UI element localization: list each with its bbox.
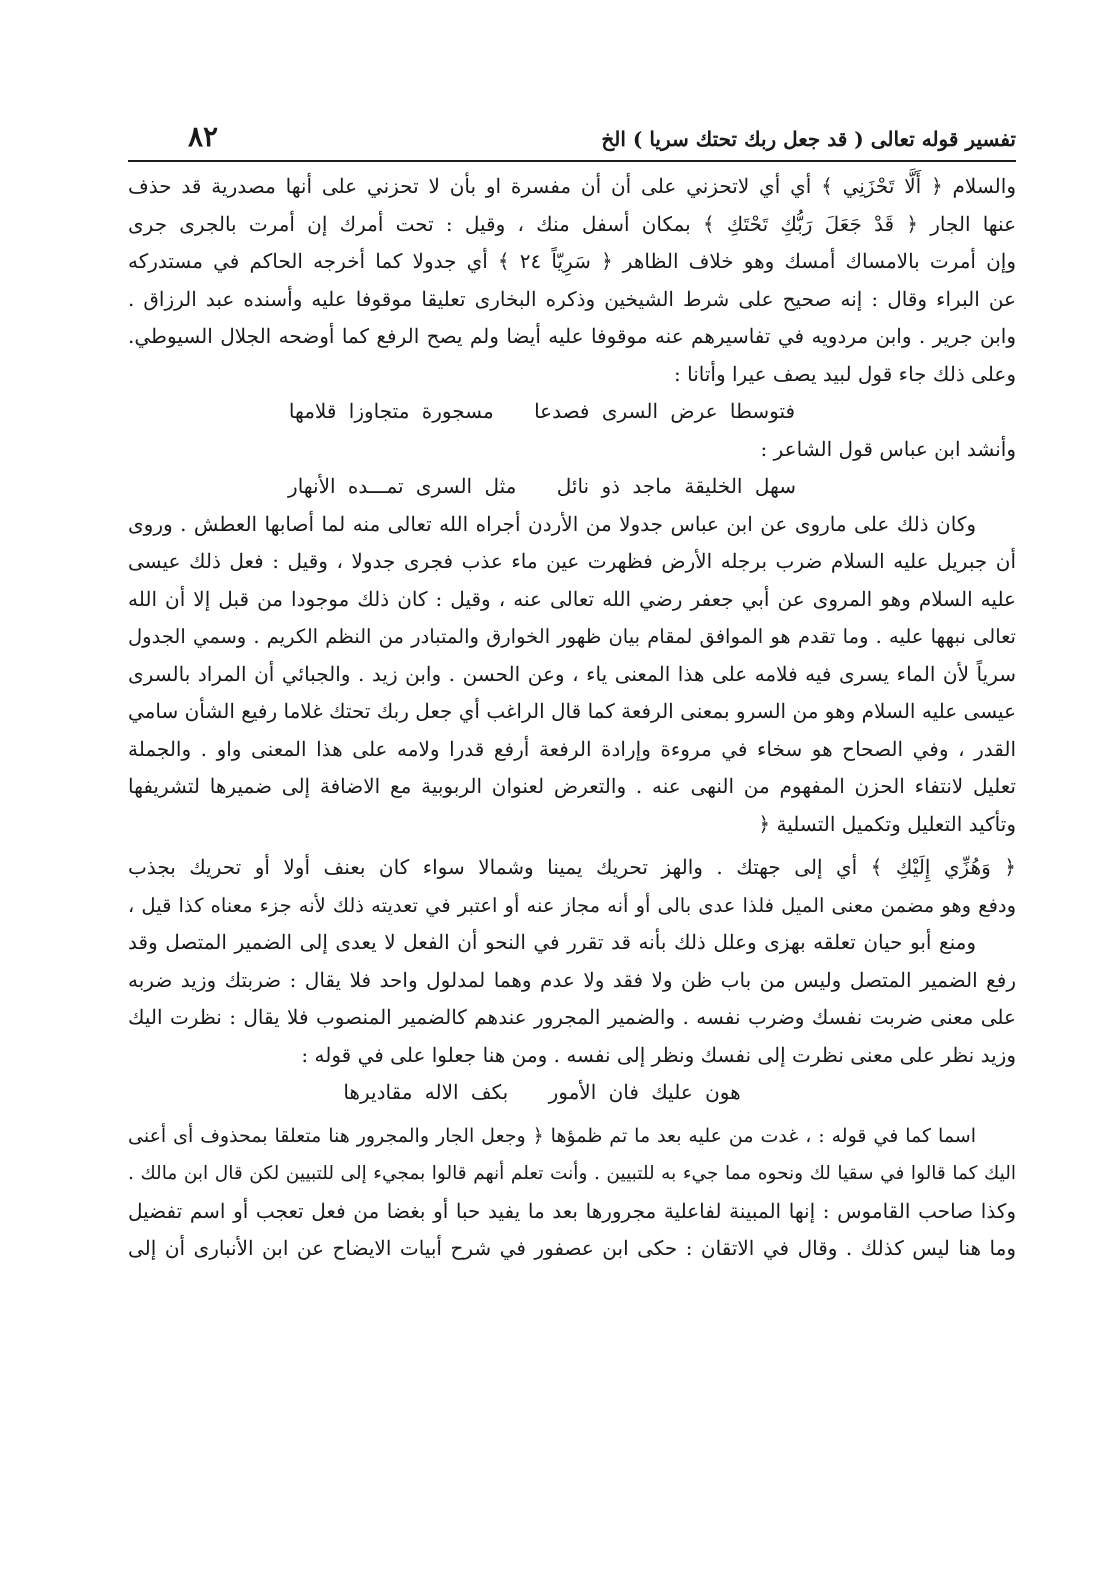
verse-second-hemistich: مثل السرى تمـــده الأنهار xyxy=(288,474,517,498)
text-line: القدر ، وفي الصحاح هو سخاء في مروءة وإرادة الرفعة أرفع قدرا ولامه على هذا المعنى واو . والجملة xyxy=(128,736,1016,761)
text-line: والسلام ﴿ أَلَّا تَحْزَنِي ﴾ أي أي لاتحزني على أن أن مفسرة او بأن لا تحزني على أنها مصدرية قد حذف xyxy=(128,174,1016,198)
text-line: أن جبريل عليه السلام ضرب برجله الأرض فظهرت عين ماء عذب فجرى جدولا ، وقيل : فعل ذلك عيسى xyxy=(128,549,1016,573)
text-line: ومنع أبو حيان تعلقه بهزى وعلل ذلك بأنه قد تقرر في النحو أن الفعل لا يعدى إلى الضمير المتصل وقد xyxy=(128,930,976,954)
text-line: اليك كما قالوا في سقيا لك ونحوه مما جيء به للتبيين . وأنت تعلم أنهم قالوا بمجيء إلى للتبيين لكن قال ابن مالك . xyxy=(128,1163,1016,1184)
text-line: عن البراء وقال : إنه صحيح على شرط الشيخين وذكره البخارى تعليقا موقوفا عليه وأسنده عبد الرزاق . xyxy=(128,286,1016,311)
text-line: ودفع وهو مضمن معنى الميل فلذا عدى بالى أو أنه مجاز عنه أو اعتبر في تعديته ذلك لأنه جزء معناه كذا قيل ، xyxy=(128,893,1016,917)
paragraph-3 xyxy=(128,849,1016,1074)
text-line: رفع الضمير المتصل وليس من باب ظن ولا فقد ولا عدم وهما لمدلول واحد فلا يقال : ضربتك وزيد ضربه xyxy=(128,967,1016,992)
text-line: عليه السلام وهو المروى عن أبي جعفر رضي الله تعالى عنه ، وقيل : كان ذلك موجودا من قبل إلا أن الله xyxy=(128,586,1016,611)
text-line: اسما كما في قوله : ، غدت من عليه بعد ما تم ظمؤها ﴿ وجعل الجار والمجرور هنا متعلقا بمحذوف أى أعنى xyxy=(128,1124,976,1147)
text-line: وزيد نظر على معنى نظرت إلى نفسك ونظر إلى نفسه . ومن هنا جعلوا على في قوله : xyxy=(301,1042,1016,1067)
text-line: وتأكيد التعليل وتكميل التسلية ﴿ xyxy=(758,811,1016,836)
poetry-verse-1 xyxy=(128,393,1016,431)
text-line: تعالى نبهها عليه . وما تقدم هو الموافق لمقام بيان ظهور الخوارق والمتبادر من النظم الكريم . وسمي الجدول xyxy=(128,625,1016,648)
text-line: سرياً لأن الماء يسرى فيه فلامه على هذا المعنى ياء ، وعن الحسن . وابن زيد . والجبائي أن المراد بالسرى xyxy=(128,661,1016,686)
poetry-verse-3 xyxy=(128,1074,1016,1112)
verse-first-hemistich: سهل الخليقة ماجد ذو نائل xyxy=(556,474,796,498)
text-line: على معنى ضربت نفسك وضرب نفسه . والضمير المجرور عندهم كالضمير المنصوب فلا يقال : نظرت اليك xyxy=(128,1005,1016,1029)
poetry-verse-2 xyxy=(128,468,1016,506)
text-line: وإن أمرت بالامساك أمسك وهو خلاف الظاهر ﴿ سَرِيّاً ٢٤ ﴾ أي جدولا كما أخرجه الحاكم في مستدركه xyxy=(128,249,1016,273)
document-page xyxy=(128,120,1016,1268)
page-number: ٨٢ xyxy=(188,120,219,153)
verse-first-hemistich: هون عليك فان الأمور xyxy=(548,1080,741,1104)
verse-second-hemistich: بكف الاله مقاديرها xyxy=(343,1080,509,1104)
paragraph-4 xyxy=(128,1118,1016,1268)
text-line: تعليل لانتفاء الحزن المفهوم من النهى عنه . والتعرض لعنوان الربوبية مع الاضافة إلى ضميرها لتشريفها xyxy=(128,774,1016,798)
text-line: وعلى ذلك جاء قول لبيد يصف عيرا وأتانا : xyxy=(674,361,1016,386)
verse-first-hemistich: فتوسطا عرض السرى فصدعا xyxy=(534,399,796,423)
text-line: وأنشد ابن عباس قول الشاعر : xyxy=(760,436,1016,461)
text-line: وما هنا ليس كذلك . وقال في الاتقان : حكى ابن عصفور في شرح أبيات الايضاح عن ابن الأنبارى أن إلى xyxy=(128,1236,1016,1260)
verse-second-hemistich: مسجورة متجاوزا قلامها xyxy=(288,399,494,423)
text-line: وكذا صاحب القاموس : إنها المبينة لفاعلية مجرورها بعد ما يفيد حبا أو بغضا من فعل تعجب أو اسم تفضيل xyxy=(128,1198,1016,1223)
text-line: عنها الجار ﴿ قَدْ جَعَلَ رَبُّكِ تَحْتَكِ ﴾ بمكان أسفل منك ، وقيل : تحت أمرك إن أمرت بالجرى جرى xyxy=(128,211,1016,236)
paragraph-1 xyxy=(128,168,1016,393)
running-title: تفسير قوله تعالى ( قد جعل ربك تحتك سريا ) الخ xyxy=(601,127,1016,151)
text-line: وابن جرير . وابن مردويه في تفاسيرهم عنه موقوفا عليه أيضا ولم يصح الرفع كما أوضحه الجلال السيوطي. xyxy=(128,324,1016,348)
text-line: وكان ذلك على ماروى عن ابن عباس جدولا من الأردن أجراه الله تعالى منه لما أصابها العطش . وروى xyxy=(128,511,976,536)
text-line: عيسى عليه السلام وهو من السرو بمعنى الرفعة كما قال الراغب أي جعل ربك تحتك غلاما رفيع الشأن سامي xyxy=(128,699,1016,723)
paragraph-2 xyxy=(128,506,1016,844)
running-header xyxy=(128,120,1016,162)
text-line: ﴿ وَهُزِّي إِلَيْكِ ﴾ أي إلى جهتك . والهز تحريك يمينا وشمالا سواء كان بعنف أولا أو تحريك بجذب xyxy=(128,855,1016,879)
